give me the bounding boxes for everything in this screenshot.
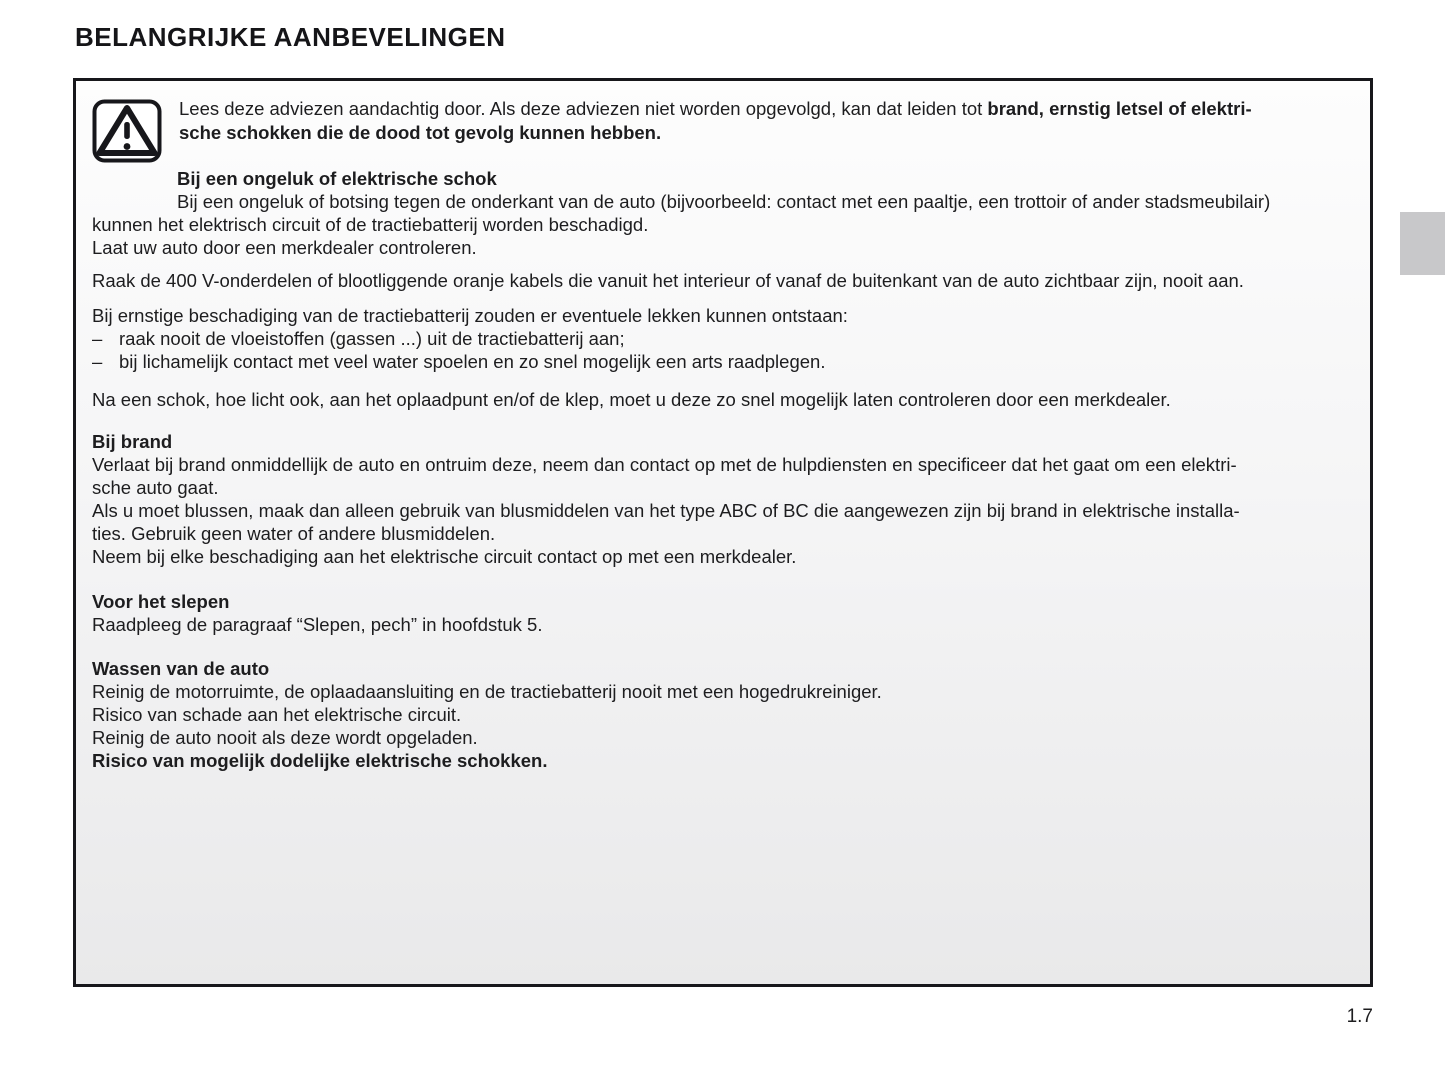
accident-line-3: Laat uw auto door een merkdealer controleren. [92,237,477,258]
list-item-text: bij lichamelijk contact met veel water spoelen en zo snel mogelijk een arts raadplegen. [119,351,826,372]
warning-recommendations-box [73,78,1373,987]
fire-section-heading: Bij brand [92,431,173,452]
list-item-text: raak nooit de vloeistoffen (gassen ...) uit de tractiebatterij aan; [119,328,625,349]
voltage-warning-paragraph: Raak de 400 V-onderdelen of blootliggende oranje kabels die vanuit het interieur of vanaf de buitenkant van de auto zichtbaar zijn, nooit aan. [92,270,1244,291]
fire-line-2: sche auto gaat. [92,477,219,498]
accident-line-1: Bij een ongeluk of botsing tegen de onderkant van de auto (bijvoorbeeld: contact met een paaltje, een trottoir of ander stadsmeubilair) [177,191,1271,212]
intro-line-1: Lees deze adviezen aandachtig door. Als deze adviezen niet worden opgevolgd, kan dat leiden tot brand, ernstig letsel of elektri- [179,98,1252,119]
towing-section-heading: Voor het slepen [92,591,230,612]
accident-section-heading: Bij een ongeluk of elektrische schok [177,168,497,189]
washing-line-2: Risico van schade aan het elektrische circuit. [92,704,462,725]
intro-text [179,97,1252,145]
intro-row [92,97,1354,163]
page-title: BELANGRIJKE AANBEVELINGEN [75,22,506,52]
chapter-side-tab [1400,212,1445,275]
washing-section-heading: Wassen van de auto [92,658,270,679]
towing-line-1: Raadpleeg de paragraaf “Slepen, pech” in hoofdstuk 5. [92,614,543,635]
battery-damage-intro: Bij ernstige beschadiging van de tractiebatterij zouden er eventuele lekken kunnen ontstaan: [92,305,848,326]
washing-line-1: Reinig de motorruimte, de oplaadaansluiting en de tractiebatterij nooit met een hogedrukreiniger. [92,681,882,702]
fire-line-5: Neem bij elke beschadiging aan het elektrische circuit contact op met een merkdealer. [92,546,797,567]
page-number: 1.7 [1346,1006,1373,1027]
accident-line-2: kunnen het elektrisch circuit of de tractiebatterij worden beschadigd. [92,214,649,235]
list-dash: – [92,351,103,372]
washing-line-3: Reinig de auto nooit als deze wordt opgeladen. [92,727,478,748]
battery-damage-item [92,327,1354,350]
battery-damage-item [92,350,1354,373]
warning-triangle-icon [92,99,162,163]
intro-line-2: sche schokken die de dood tot gevolg kunnen hebben. [179,122,662,143]
washing-line-4-bold: Risico van mogelijk dodelijke elektrische schokken. [92,750,548,771]
list-dash: – [92,328,103,349]
after-shock-paragraph: Na een schok, hoe licht ook, aan het oplaadpunt en/of de klep, moet u deze zo snel mogelijk laten controleren door een merkdealer. [92,389,1171,410]
fire-line-3: Als u moet blussen, maak dan alleen gebruik van blusmiddelen van het type ABC of BC die aangewezen zijn bij brand in elektrische installa- [92,500,1240,521]
fire-line-1: Verlaat bij brand onmiddellijk de auto en ontruim deze, neem dan contact op met de hulpdiensten en specificeer dat het gaat om een elektri- [92,454,1237,475]
fire-line-4: ties. Gebruik geen water of andere blusmiddelen. [92,523,496,544]
